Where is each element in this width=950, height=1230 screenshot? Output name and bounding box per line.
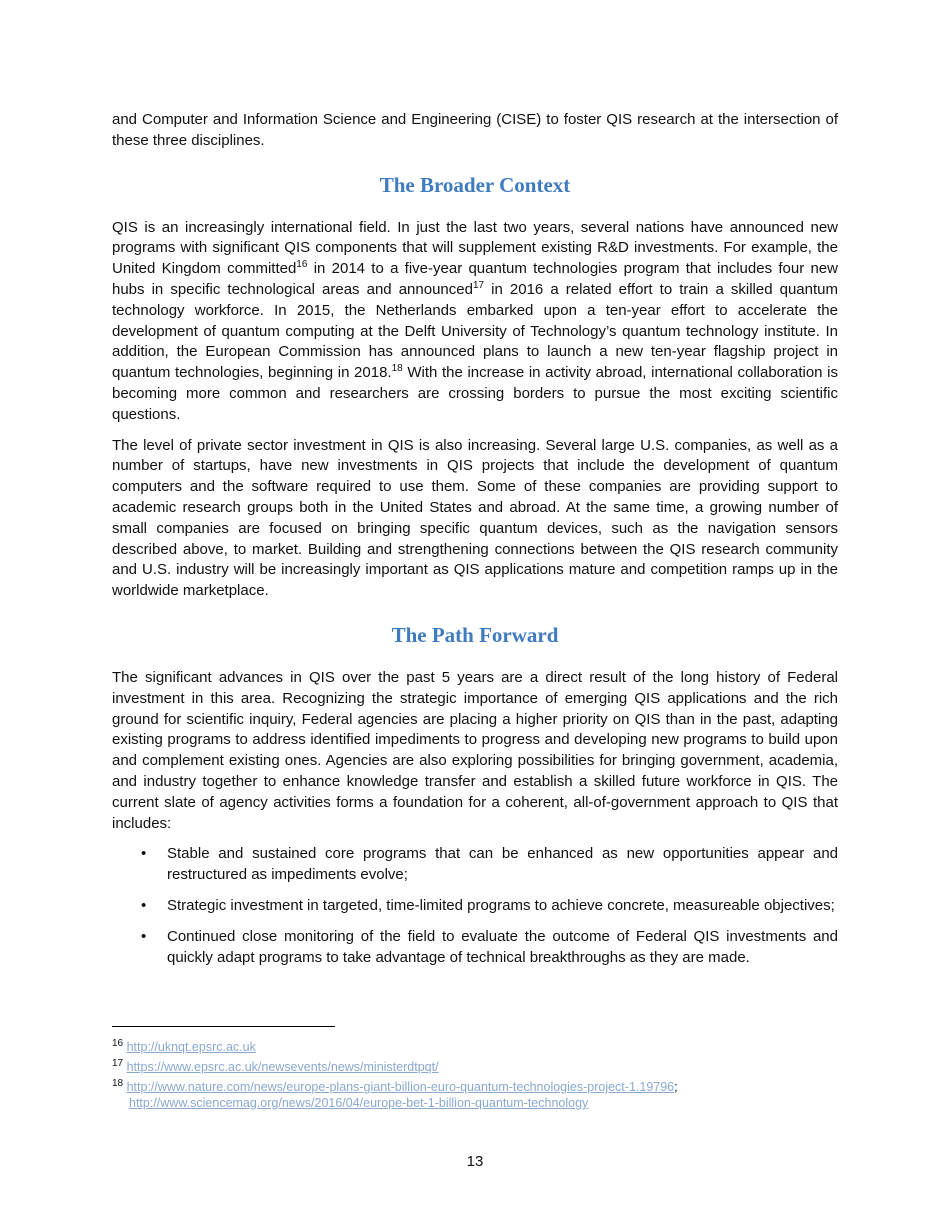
list-item-text: Strategic investment in targeted, time-limited programs to achieve concrete, measureable objectives; <box>167 896 835 914</box>
footnote-ref-18[interactable]: 18 <box>391 363 403 375</box>
broader-context-paragraph-1 <box>112 218 838 426</box>
text-run: QIS is an increasingly international field. In just the last two years, several nations have announced new programs with significant QIS components that will supplement existing R&D investments. For example, the United Kingdom committed <box>112 218 838 278</box>
list-item-text: Stable and sustained core programs that can be enhanced as new opportunities appear and restructured as impediments evolve; <box>167 845 838 884</box>
footnote-divider <box>112 1026 335 1027</box>
text-run: in 2014 to a five-year quantum technologies program that includes four new hubs in specific technological areas and announced <box>112 260 838 298</box>
path-forward-paragraph-1: The significant advances in QIS over the past 5 years are a direct result of the long history of Federal investment in this area. Recognizing the strategic importance of emerging QIS applications and the rich ground for scientific inquiry, Federal agencies are placing a higher priority on QIS than in the past, adapting existing programs to address identified impediments to progress and developing new programs to build upon and complement existing ones. Agencies are also exploring possibilities for bringing government, academia, and industry together to enhance knowledge transfer and establish a skilled future workforce in QIS. The current slate of agency activities forms a foundation for a coherent, all-of-government approach to QIS that includes: <box>112 668 838 832</box>
page-number: 13 <box>466 1153 484 1170</box>
text-run: With the increase in activity abroad, international collaboration is becoming more common and researchers are crossing borders to pursue the most exciting scientific questions. <box>112 364 838 423</box>
footnote-link[interactable]: http://www.nature.com/news/europe-plans-giant-billion-euro-quantum-technologies-project-1.19796 <box>126 1080 675 1094</box>
list-item <box>112 896 838 917</box>
footnote-link-2[interactable]: http://www.sciencemag.org/news/2016/04/europe-bet-1-billion-quantum-technology <box>129 1096 589 1110</box>
footnote-link[interactable]: https://www.epsrc.ac.uk/newsevents/news/ministerdtpqt/ <box>126 1060 439 1074</box>
bullet-list <box>112 844 838 968</box>
broader-context-paragraph-2: The level of private sector investment in QIS is also increasing. Several large U.S. companies, as well as a number of startups, have new investments in QIS projects that include the development of quantum computers and the software required to use them. Some of these companies are providing support to academic research groups both in the United States and abroad. At the same time, a growing number of small companies are focused on bringing specific quantum devices, such as the navigation sensors described above, to market. Building and strengthening connections between the QIS research community and U.S. industry will be increasingly important as QIS applications mature and competition ramps up in the worldwide marketplace. <box>112 436 838 600</box>
text-run: in 2016 a related effort to train a skilled quantum technology workforce. In 2015, the Netherlands embarked upon a ten-year effort to accelerate the development of quantum computing at the Delft University of Technology’s quantum technology institute. In addition, the European Commission has announced plans to launch a new ten-year flagship project in quantum technologies, beginning in 2018. <box>112 280 838 382</box>
bullet-icon: • <box>141 845 147 863</box>
bullet-icon: • <box>141 896 147 914</box>
list-item <box>112 844 838 886</box>
footnote-number: 16 <box>112 1037 124 1049</box>
footnote-link[interactable]: http://uknqt.epsrc.ac.uk <box>126 1040 256 1054</box>
footnote-ref-17[interactable]: 17 <box>472 279 485 291</box>
footnote-ref-16[interactable]: 16 <box>296 259 308 271</box>
footnote-number: 18 <box>112 1077 124 1089</box>
list-item <box>112 927 838 969</box>
footnote-16 <box>112 1039 838 1055</box>
page-body <box>112 110 838 978</box>
footnote-separator: ; <box>674 1080 678 1094</box>
bullet-icon: • <box>141 927 147 945</box>
list-item-text: Continued close monitoring of the field to evaluate the outcome of Federal QIS investments and quickly adapt programs to take advantage of technical breakthroughs as they are made. <box>167 927 838 966</box>
footnote-17 <box>112 1059 838 1075</box>
intro-paragraph: and Computer and Information Science and Engineering (CISE) to foster QIS research at the intersection of these three disciplines. <box>112 111 838 149</box>
section-heading-path-forward: The Path Forward <box>391 622 559 647</box>
footnote-18 <box>112 1079 838 1111</box>
footnotes <box>112 1026 838 1115</box>
section-heading-broader-context: The Broader Context <box>379 172 571 197</box>
footnote-number: 17 <box>112 1057 124 1069</box>
